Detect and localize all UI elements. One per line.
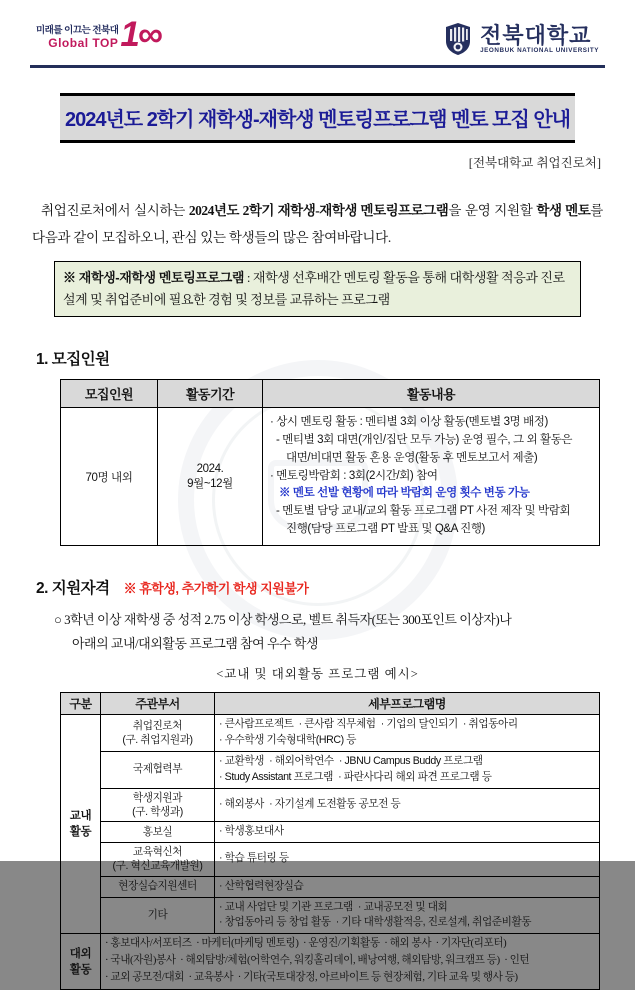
table-row (61, 876, 600, 897)
period-cell: 2024. 9월~12월 (158, 408, 263, 546)
university-name: 전북대학교 (480, 22, 592, 48)
programs-cell: · 교내 사업단 및 기관 프로그램 · 교내공모전 및 대회 · 창업동아리 등 창업 활동 · 기타 대학생활적응, 진로설계, 취업준비활동 (215, 897, 600, 934)
dept-cell: 학생지원과 (구. 학생과) (101, 788, 215, 822)
eligibility-bullet: ○ 3학년 이상 재학생 중 성적 2.75 이상 학생으로, 벨트 취득자(또는 300포인트 이상자)나 아래의 교내/대외활동 프로그램 참여 우수 학생 (54, 611, 512, 651)
dept-cell: 교육혁신처 (구. 혁신교육개발원) (101, 843, 215, 877)
table-row (61, 788, 600, 822)
jbnu-emblem-icon (443, 22, 473, 56)
logo-tagline: 미래를 이끄는 전북대 (36, 25, 119, 36)
section1-heading: 1. 모집인원 (36, 351, 110, 369)
table-row (61, 843, 600, 877)
dept-cell: 홍보실 (101, 822, 215, 843)
programs-cell: · 교환학생 · 해외어학연수 · JBNU Campus Buddy 프로그램 · Study Assistant 프로그램 · 파란사다리 해외 파견 프로그램 등 (215, 751, 600, 788)
programs-cell: · 학습 튜터링 등 (215, 843, 600, 877)
dept-cell: 현장실습지원센터 (101, 876, 215, 897)
col-header-count: 모집인원 (61, 380, 158, 408)
eligibility-restriction-note: ※ 휴학생, 추가학기 학생 지원불가 (123, 580, 309, 596)
logo-number-100: 1∞ (120, 15, 161, 54)
recruit-count-cell: 70명 내외 (61, 408, 158, 546)
programs-cell: · 해외봉사 · 자기설계 도전활동 공모전 등 (215, 788, 600, 822)
logo-global-top: Global TOP (48, 36, 119, 50)
col-header-category: 구분 (61, 692, 101, 714)
external-programs-cell: · 홍보대사/서포터즈 · 마케터(마케팅 멘토링) · 운영진/기획활동 · 해외 봉사 · 기자단(리포터) · 국내(자원)봉사 · 해외탐방/체험(어학연수, 워킹홀리데이, 배낭여행, 해외탐방, 워크캠프 등) · 인턴 · 교외 공모전/대회 · 교육봉사 · 기타(국토대장정, 아르바이트 등 현장체험, 기타 교육 및 행사 등) (101, 934, 600, 990)
table-row (61, 934, 600, 990)
dept-cell: 국제협력부 (101, 751, 215, 788)
col-header-department: 주관부서 (101, 692, 215, 714)
dept-cell: 취업진로처 (구. 취업지원과) (101, 714, 215, 751)
table-row (61, 822, 600, 843)
program-definition-box: ※ 재학생-재학생 멘토링프로그램 : 재학생 선후배간 멘토링 활동을 통해 대학생활 적응과 진로설계 및 취업준비에 필요한 경험 및 정보를 교류하는 프로그램 (54, 261, 581, 317)
jbnu-logo (443, 18, 599, 56)
col-header-activities: 활동내용 (263, 380, 600, 408)
dept-cell: 기타 (101, 897, 215, 934)
page-title: 2024년도 2학기 재학생-재학생 멘토링프로그램 멘토 모집 안내 (65, 109, 570, 131)
programs-cell: · 큰사람프로젝트 · 큰사람 직무체험 · 기업의 달인되기 · 취업동아리 · 우수학생 기숙형대학(HRC) 등 (215, 714, 600, 751)
header-divider (30, 65, 605, 68)
internal-activity-group-cell: 교내 활동 (61, 714, 101, 933)
table-row (61, 751, 600, 788)
intro-paragraph: 취업진로처에서 실시하는 2024년도 2학기 재학생-재학생 멘토링프로그램을 운영 지원할 학생 멘토를 다음과 같이 모집하오니, 관심 있는 학생들의 많은 참여바랍니다. (32, 203, 603, 245)
title-banner (60, 93, 575, 143)
section2-heading: 2. 지원자격 ※ 휴학생, 추가학기 학생 지원불가 (36, 579, 309, 597)
university-name-english: JEONBUK NATIONAL UNIVERSITY (480, 47, 599, 55)
table-row (61, 408, 600, 546)
page-header (30, 16, 605, 56)
programs-cell: · 산학협력현장실습 (215, 876, 600, 897)
programs-cell: · 학생홍보대사 (215, 822, 600, 843)
recruitment-table (60, 379, 600, 546)
table-caption: <교내 및 대외활동 프로그램 예시> (216, 666, 419, 681)
global-top100-logo (36, 15, 161, 54)
byline: [전북대학교 취업진로처] (468, 156, 601, 170)
col-header-period: 활동기간 (158, 380, 263, 408)
external-activity-group-cell: 대외 활동 (61, 934, 101, 990)
col-header-program-names: 세부프로그램명 (215, 692, 600, 714)
table-row (61, 897, 600, 934)
table-row (61, 714, 600, 751)
program-examples-table (60, 692, 600, 990)
activities-cell: · 상시 멘토링 활동 : 멘티별 3회 이상 활동(멘토별 3명 배정) - 멘티별 3회 대면(개인/집단 모두 가능) 운영 필수, 그 외 활동은 대면/비대면 활동 혼용 운영(활동 후 멘토보고서 제출) · 멘토링박람회 : 3회(2시간/회) 참여 ※ 멘토 선발 현황에 따라 박람회 운영 횟수 변동 가능 - 멘토별 담당 교내/교외 활동 프로그램 PT 사전 제작 및 박람회 진행(담당 프로그램 PT 발표 및 Q&A 진행) (263, 408, 600, 546)
